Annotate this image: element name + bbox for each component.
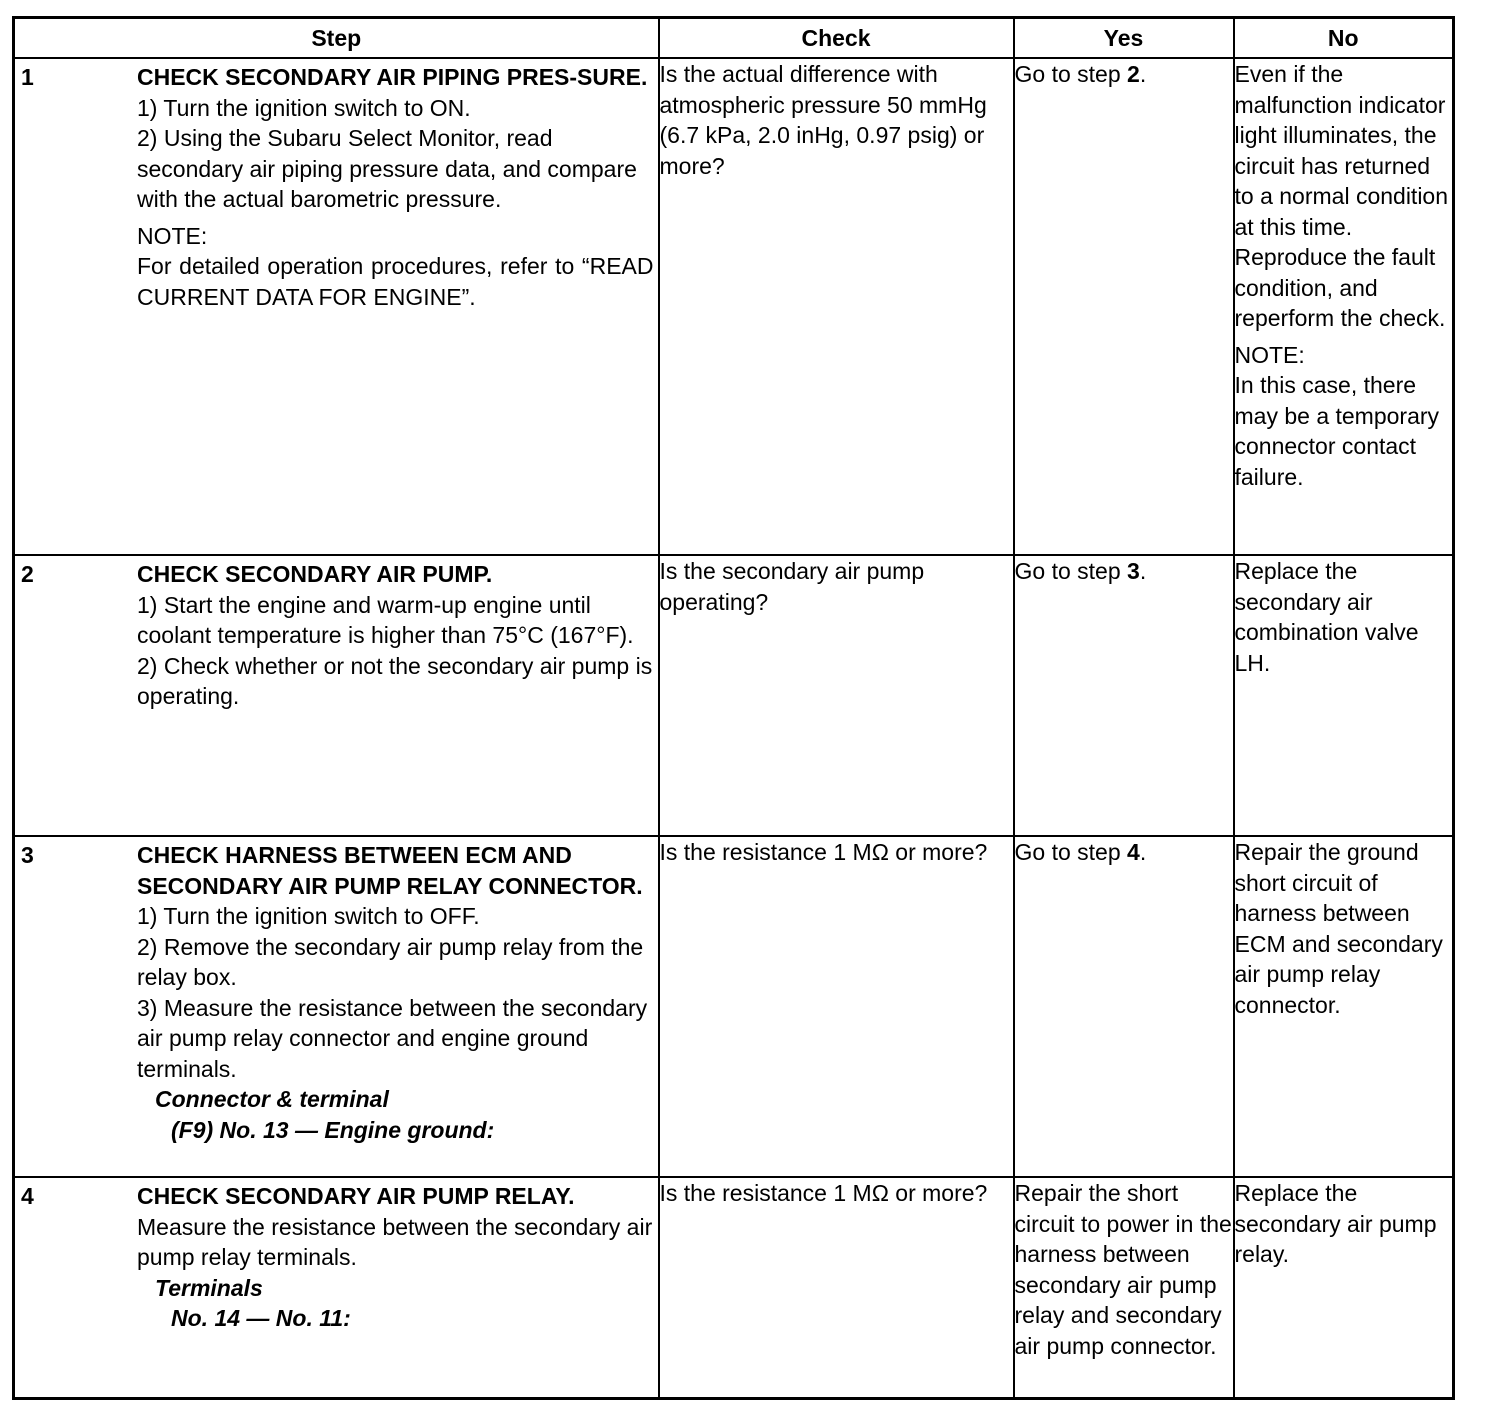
step-title: CHECK SECONDARY AIR PUMP. (137, 561, 493, 587)
yes-suffix: . (1139, 558, 1147, 584)
step-line: 3) Measure the resistance between the secondary air pump relay connector and engine ground terminals. (137, 994, 648, 1082)
check-cell: Is the actual difference with atmospheric pressure 50 mmHg (6.7 kPa, 2.0 inHg, 0.97 psig) or more? (659, 58, 1014, 555)
no-text: Even if the malfunction indicator light illuminates, the circuit has returned to a normal condition at this time. Reproduce the fault condition, and reperform the check. (1234, 61, 1449, 331)
yes-prefix: Go to step (1014, 61, 1128, 87)
yes-cell (1014, 58, 1234, 555)
yes-cell (1014, 555, 1234, 836)
check-cell: Is the resistance 1 MΩ or more? (659, 1177, 1014, 1398)
table-row (14, 1177, 1454, 1398)
table-row (14, 836, 1454, 1177)
step-number: 1 (21, 64, 34, 90)
step-number: 2 (21, 561, 34, 587)
header-no: No (1234, 18, 1454, 59)
yes-cell (1014, 836, 1234, 1177)
no-cell: Repair the ground short circuit of harness between ECM and secondary air pump relay connector. (1234, 836, 1454, 1177)
spec-label: Connector & terminal (155, 1086, 389, 1112)
step-line: 1) Turn the ignition switch to OFF. (137, 903, 480, 929)
no-cell: Replace the secondary air combination valve LH. (1234, 555, 1454, 836)
note-text: For detailed operation procedures, refer to “READ CURRENT DATA FOR ENGINE”. (137, 253, 654, 310)
step-cell (14, 836, 659, 1177)
yes-step: 2 (1127, 61, 1140, 87)
step-title: CHECK HARNESS BETWEEN ECM AND SECONDARY AIR PUMP RELAY CONNECTOR. (137, 842, 643, 899)
step-number: 4 (21, 1183, 34, 1209)
yes-prefix: Go to step (1014, 839, 1128, 865)
header-step: Step (14, 18, 659, 59)
step-line: 2) Remove the secondary air pump relay from the relay box. (137, 933, 644, 990)
header-yes: Yes (1014, 18, 1234, 59)
spec-value: (F9) No. 13 — Engine ground: (171, 1116, 495, 1143)
step-title: CHECK SECONDARY AIR PIPING PRES-SURE. (137, 64, 648, 90)
spec-label: Terminals (155, 1274, 263, 1301)
yes-prefix: Go to step (1014, 558, 1128, 584)
step-cell (14, 555, 659, 836)
yes-step: 4 (1127, 839, 1140, 865)
yes-cell: Repair the short circuit to power in the harness between secondary air pump relay and secondary air pump connector. (1014, 1177, 1234, 1398)
table-row (14, 58, 1454, 555)
step-line: 1) Start the engine and warm-up engine until coolant temperature is higher than 75°C (167°F). (137, 591, 634, 648)
spec-value: No. 14 — No. 11: (171, 1305, 351, 1331)
no-note-text: In this case, there may be a temporary connector contact failure. (1234, 372, 1440, 490)
step-number: 3 (21, 842, 34, 868)
step-line: 2) Check whether or not the secondary air pump is operating. (137, 652, 653, 709)
check-cell: Is the resistance 1 MΩ or more? (659, 836, 1014, 1177)
step-line: Measure the resistance between the secondary air pump relay terminals. (137, 1213, 653, 1270)
check-cell: Is the secondary air pump operating? (659, 555, 1014, 836)
yes-suffix: . (1139, 839, 1147, 865)
header-row (14, 18, 1454, 59)
yes-step: 3 (1127, 558, 1140, 584)
step-cell (14, 58, 659, 555)
no-cell: Replace the secondary air pump relay. (1234, 1177, 1454, 1398)
header-check: Check (659, 18, 1014, 59)
step-line: 2) Using the Subaru Select Monitor, read secondary air piping pressure data, and compare with the actual barometric pressure. (137, 125, 637, 212)
table-row (14, 555, 1454, 836)
diagnostic-table (12, 16, 1455, 1400)
no-note-label: NOTE: (1234, 341, 1305, 368)
step-cell (14, 1177, 659, 1398)
note-label: NOTE: (137, 222, 208, 249)
step-line: 1) Turn the ignition switch to ON. (137, 94, 471, 121)
step-title: CHECK SECONDARY AIR PUMP RELAY. (137, 1183, 575, 1209)
no-cell (1234, 58, 1454, 555)
yes-suffix: . (1139, 61, 1147, 87)
